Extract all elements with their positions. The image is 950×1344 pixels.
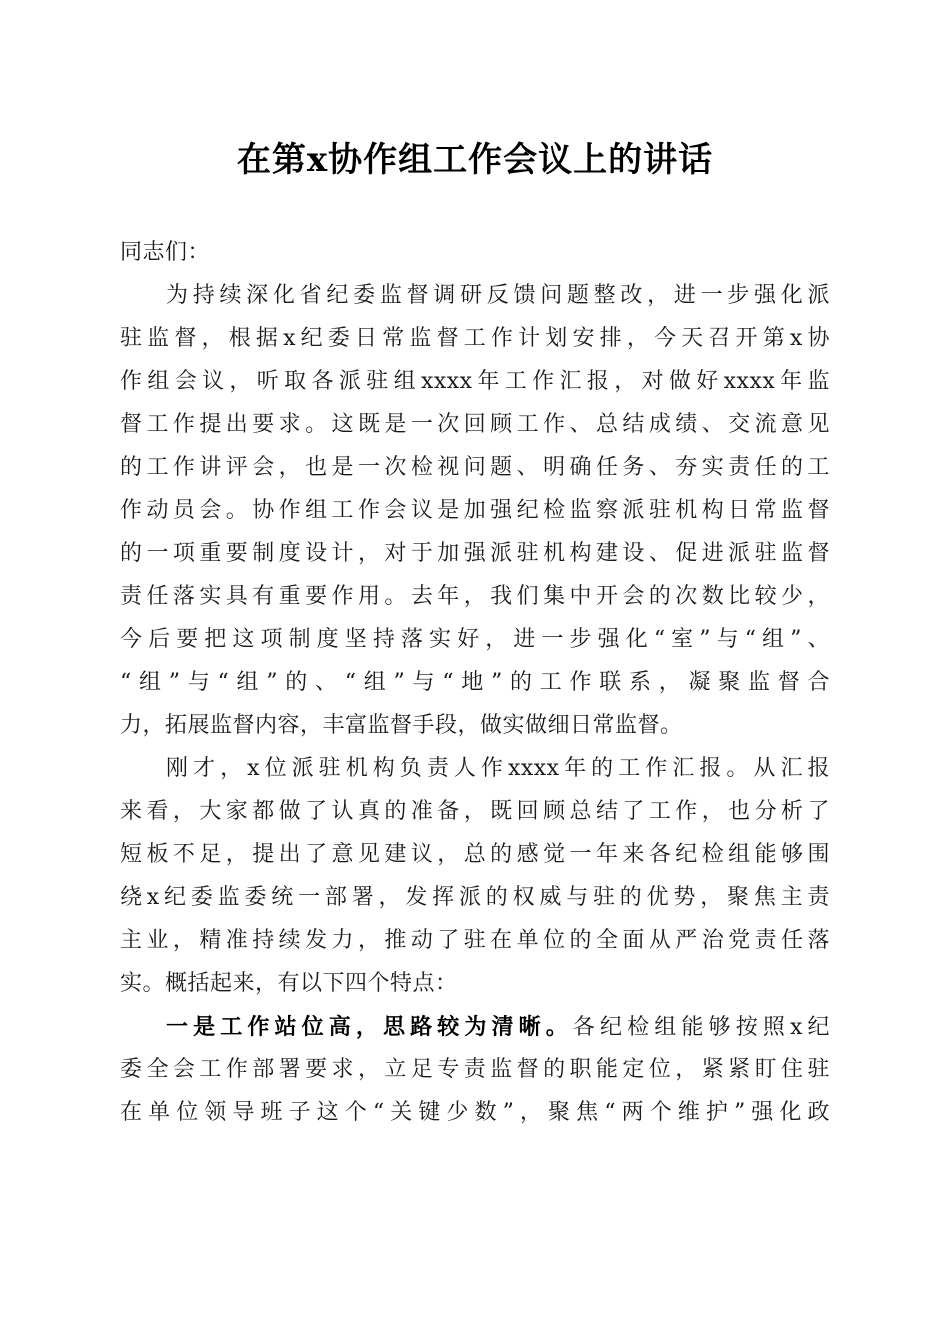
paragraph-3-line-2: 委全会工作部署要求，立足专责监督的职能定位，紧紧盯住驻 bbox=[120, 1057, 830, 1082]
paragraph-1-line-8: 责任落实具有重要作用。去年，我们集中开会的次数比较少， bbox=[120, 584, 830, 609]
paragraph-1-line-1: 为持续深化省纪委监督调研反馈问题整改，进一步强化派 bbox=[166, 283, 830, 308]
paragraph-1-line-6: 作动员会。协作组工作会议是加强纪检监察派驻机构日常监督 bbox=[120, 498, 830, 523]
point-one-heading: 一是工作站位高，思路较为清晰。 bbox=[166, 1014, 573, 1040]
paragraph-3-line-3: 在单位领导班子这个“关键少数”，聚焦“两个维护”强化政 bbox=[120, 1100, 830, 1125]
paragraph-1-line-4: 督工作提出要求。这既是一次回顾工作、总结成绩、交流意见 bbox=[120, 412, 830, 437]
paragraph-1-line-7: 的一项重要制度设计，对于加强派驻机构建设、促进派驻监督 bbox=[120, 541, 830, 566]
paragraph-1-line-9: 今后要把这项制度坚持落实好，进一步强化“室”与“组”、 bbox=[120, 627, 830, 652]
paragraph-3-line-1 bbox=[166, 1011, 830, 1044]
paragraph-2-line-1: 刚才，x位派驻机构负责人作xxxx年的工作汇报。从汇报 bbox=[166, 756, 830, 781]
paragraph-1-line-10: “组”与“组”的、“组”与“地”的工作联系，凝聚监督合 bbox=[120, 670, 830, 695]
salutation: 同志们： bbox=[120, 240, 211, 265]
paragraph-2-line-3: 短板不足，提出了意见建议，总的感觉一年来各纪检组能够围 bbox=[120, 842, 830, 867]
paragraph-3-line-1-text: 各纪检组能够按照x纪 bbox=[572, 1015, 830, 1040]
paragraph-1-line-2: 驻监督，根据x纪委日常监督工作计划安排，今天召开第x协 bbox=[120, 326, 830, 351]
paragraph-2-line-2: 来看，大家都做了认真的准备，既回顾总结了工作，也分析了 bbox=[120, 799, 830, 824]
paragraph-2-line-4: 绕x纪委监委统一部署，发挥派的权威与驻的优势，聚焦主责 bbox=[120, 885, 830, 910]
paragraph-2-line-6: 实。概括起来，有以下四个特点： bbox=[120, 971, 458, 996]
document-title: 在第x协作组工作会议上的讲话 bbox=[236, 140, 714, 180]
paragraph-2-line-5: 主业，精准持续发力，推动了驻在单位的全面从严治党责任落 bbox=[120, 928, 830, 953]
paragraph-1-line-5: 的工作讲评会，也是一次检视问题、明确任务、夯实责任的工 bbox=[120, 455, 830, 480]
paragraph-1-line-11: 力，拓展监督内容，丰富监督手段，做实做细日常监督。 bbox=[120, 713, 683, 738]
paragraph-1-line-3: 作组会议，听取各派驻组xxxx年工作汇报，对做好xxxx年监 bbox=[120, 369, 830, 394]
